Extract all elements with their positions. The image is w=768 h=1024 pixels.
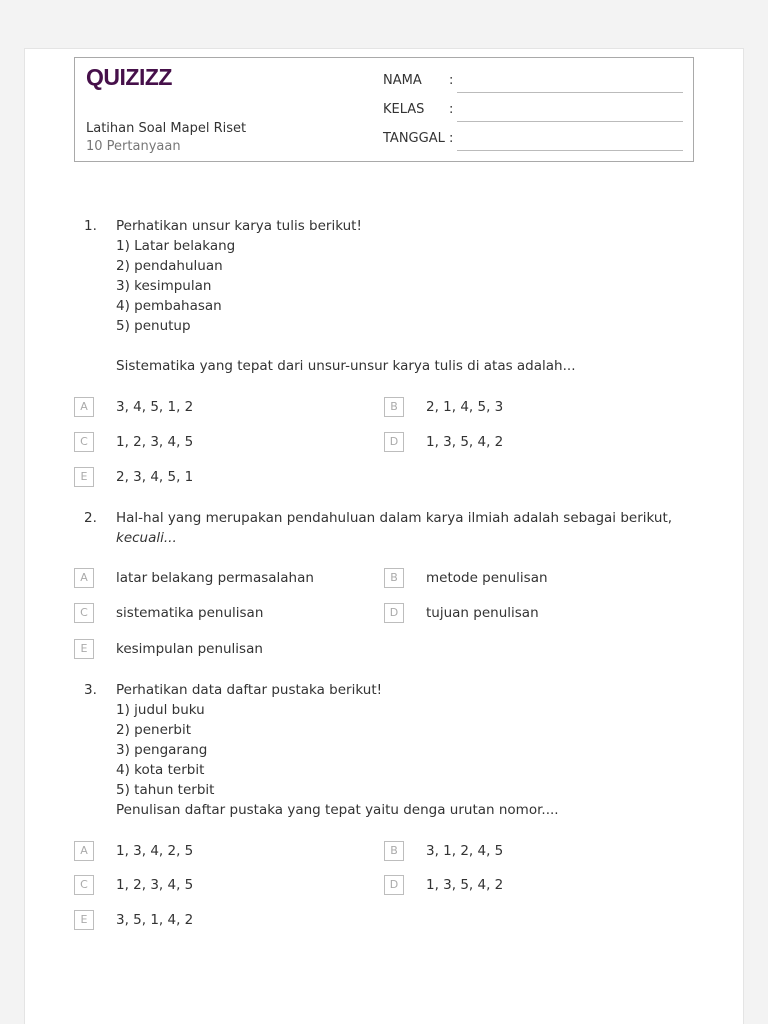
question-count: 10 Pertanyaan <box>86 139 181 154</box>
name-line <box>457 92 683 93</box>
question-2-number: 2. <box>84 510 97 526</box>
option-text: 2, 3, 4, 5, 1 <box>116 469 194 485</box>
name-field: NAMA : <box>383 73 449 88</box>
option-box-a[interactable]: A <box>74 568 94 588</box>
question-3-number: 3. <box>84 682 97 698</box>
option-text: latar belakang permasalahan <box>116 570 314 586</box>
question-3-text: Perhatikan data daftar pustaka berikut! 1) judul buku 2) penerbit 3) pengarang 4) kota terbit 5) tahun terbit Penulisan daftar pustaka yang tepat yaitu denga urutan nomor.... <box>116 682 559 818</box>
option-box-a[interactable]: A <box>74 397 94 417</box>
option-text: sistematika penulisan <box>116 605 264 621</box>
option-text: 3, 5, 1, 4, 2 <box>116 912 194 928</box>
option-box-c[interactable]: C <box>74 875 94 895</box>
option-text: 1, 3, 5, 4, 2 <box>426 434 504 450</box>
option-text: 1, 3, 5, 4, 2 <box>426 877 504 893</box>
option-box-d[interactable]: D <box>384 432 404 452</box>
option-box-c[interactable]: C <box>74 603 94 623</box>
option-text: 3, 4, 5, 1, 2 <box>116 399 194 415</box>
name-label: NAMA <box>383 73 422 88</box>
option-text: 1, 2, 3, 4, 5 <box>116 434 194 450</box>
option-text: 3, 1, 2, 4, 5 <box>426 843 504 859</box>
option-text: 1, 3, 4, 2, 5 <box>116 843 194 859</box>
class-line <box>457 121 683 122</box>
option-box-d[interactable]: D <box>384 875 404 895</box>
option-box-d[interactable]: D <box>384 603 404 623</box>
option-text: 2, 1, 4, 5, 3 <box>426 399 504 415</box>
quizizz-logo: QUIZIZZ <box>86 64 172 90</box>
option-box-c[interactable]: C <box>74 432 94 452</box>
question-2-text: Hal-hal yang merupakan pendahuluan dalam karya ilmiah adalah sebagai berikut, kecuali... <box>116 510 673 546</box>
option-box-b[interactable]: B <box>384 841 404 861</box>
option-text: tujuan penulisan <box>426 605 539 621</box>
question-1-number: 1. <box>84 218 97 234</box>
worksheet-header <box>74 57 694 162</box>
date-field: TANGGAL : <box>383 131 449 146</box>
option-text: metode penulisan <box>426 570 548 586</box>
class-field: KELAS : <box>383 102 449 117</box>
question-1-text: Perhatikan unsur karya tulis berikut! 1) Latar belakang 2) pendahuluan 3) kesimpulan 4) pembahasan 5) penutup Sistematika yang tepat dari unsur-unsur karya tulis di atas adalah... <box>116 218 576 374</box>
option-box-e[interactable]: E <box>74 910 94 930</box>
option-text: kesimpulan penulisan <box>116 641 263 657</box>
option-box-b[interactable]: B <box>384 397 404 417</box>
class-label: KELAS <box>383 102 425 117</box>
quiz-title: Latihan Soal Mapel Riset <box>86 121 247 136</box>
option-box-e[interactable]: E <box>74 639 94 659</box>
option-text: 1, 2, 3, 4, 5 <box>116 877 194 893</box>
option-box-a[interactable]: A <box>74 841 94 861</box>
date-label: TANGGAL <box>383 131 445 146</box>
option-box-e[interactable]: E <box>74 467 94 487</box>
date-line <box>457 150 683 151</box>
option-box-b[interactable]: B <box>384 568 404 588</box>
